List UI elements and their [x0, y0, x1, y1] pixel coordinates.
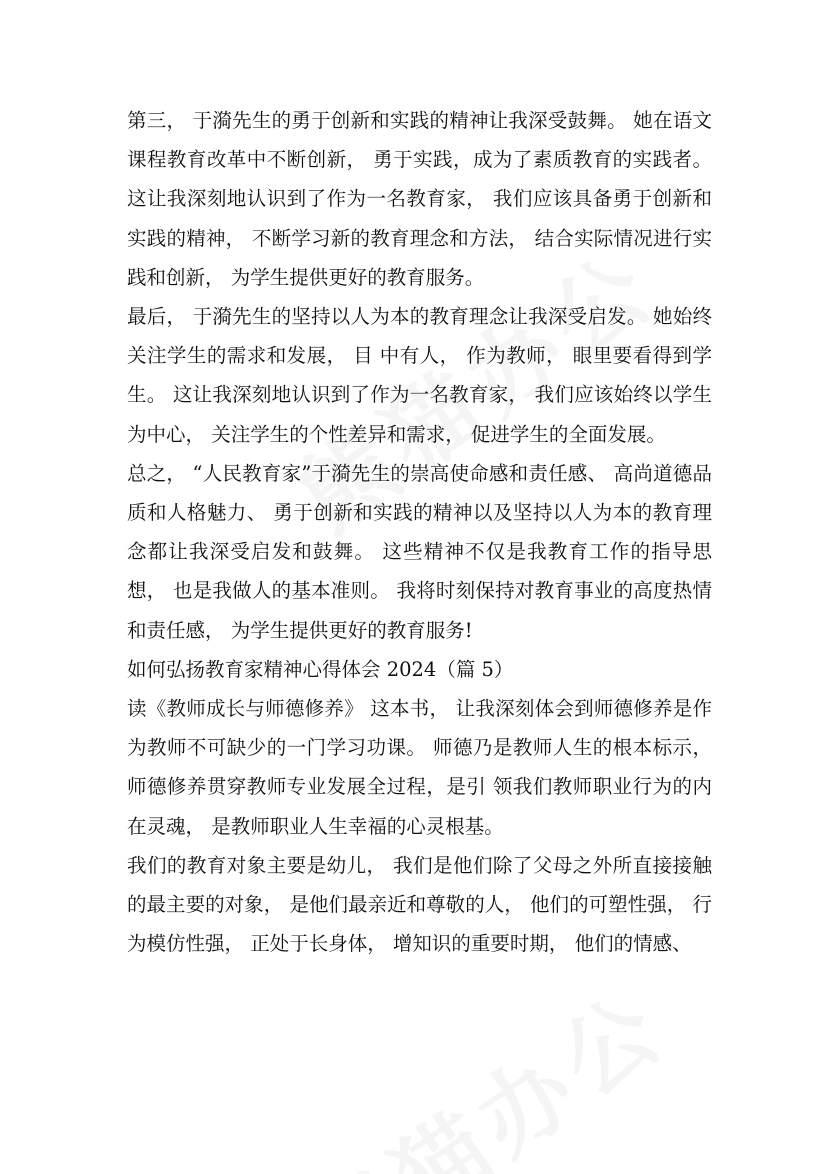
- paragraph: 最后， 于漪先生的坚持以人为本的教育理念让我深受启发。 她始终关注学生的需求和发展， 目 中有人， 作为教师， 眼里要看得到学生。 这让我深刻地认识到了作为一名教育家， 我们应该始终以学生为中心， 关注学生的个性差异和需求， 促进学生的全面发展。: [127, 305, 712, 446]
- document-body: [127, 101, 712, 963]
- paragraph: 总之， “人民教育家”于漪先生的崇高使命感和责任感、 高尚道德品质和人格魅力、 勇于创新和实践的精神以及坚持以人为本的教育理念都让我深受启发和鼓舞。 这些精神不仅是我教育工作的指导思想， 也是我做人的基本准则。 我将时刻保持对教育事业的高度热情和责任感， 为学生提供更好的教育服务!: [127, 461, 712, 642]
- watermark: [279, 955, 689, 1174]
- section-title: 如何弘扬教育家精神心得体会 2024（篇 5）: [127, 657, 514, 681]
- paragraph: 第三， 于漪先生的勇于创新和实践的精神让我深受鼓舞。 她在语文课程教育改革中不断创新， 勇于实践，成为了素质教育的实践者。这让我深刻地认识到了作为一名教育家， 我们应该具备勇于创新和实践的精神， 不断学习新的教育理念和方法， 结合实际情况进行实践和创新， 为学生提供更好的教育服务。: [127, 109, 712, 289]
- paragraph: 读《教师成长与师德修养》 这本书， 让我深刻体会到师德修养是作为教师不可缺少的一门学习功课。 师德乃是教师人生的根本标示，师德修养贯穿教师专业发展全过程，是引 领我们教师职业行为的内在灵魂， 是教师职业人生幸福的心灵根基。: [127, 697, 712, 838]
- paragraph: 我们的教育对象主要是幼儿， 我们是他们除了父母之外所直接接触的最主要的对象， 是他们最亲近和尊敬的人， 他们的可塑性强， 行为模仿性强， 正处于长身体， 增知识的重要时期， 他们的情感、: [127, 853, 712, 956]
